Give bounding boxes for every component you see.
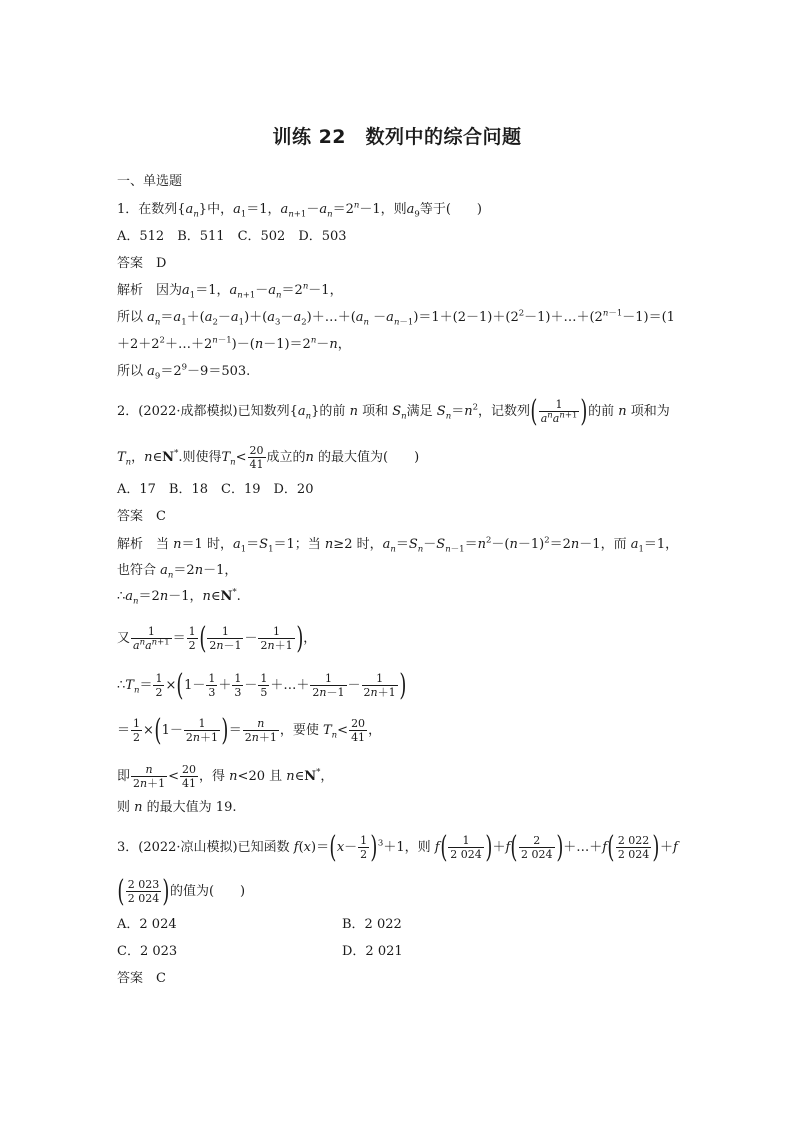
question-2-solution: 解析 当 n＝1 时，$a_1=S_1=1$；当 n≥2 时，$a_n=S_n-S_{n-1}=n^2-(n-1)^2=2n-1$，而 $a_1=1$， <box>117 535 679 555</box>
question-3-stem: ( $\frac{2 023}{2 024}$ )的值为( ) <box>117 873 246 909</box>
question-1-solution: $+2+2^2+\dots+2^{n-1})-(n-1)=2^n-n$， <box>117 335 351 352</box>
question-3-stem: 3．(2022·凉山模拟)已知函数 f(x)＝(x－ $\frac{1}{2}$ )$^3$＋1，则 f( $\frac{1}{2 024}$ )＋f( $\frac{2}{2 024}$ )＋…＋f( $\frac{2 022}{2 024}$ )＋f <box>117 829 678 865</box>
question-2-solution: 又 $\frac{1}{a^na^{n+1}}$ ＝ $\frac{1}{2}$ ( $\frac{1}{2n-1}$ － $\frac{1}{2n+1}$ )， <box>117 620 317 656</box>
question-3-option-a: A．2 024 <box>117 917 177 932</box>
question-3-option-c: C．2 023 <box>117 944 178 959</box>
question-2-stem: $T_n$，n∈N*.则使得$T_n<$ $\frac{20}{41}$ 成立的n 的最大值为( ) <box>117 444 420 471</box>
question-2-solution: 即 $\frac{n}{2n+1}$ < $\frac{20}{41}$ ，得 n<20 且 n∈N*， <box>117 763 334 790</box>
question-1-solution: 所以 $a_9=2^9-9=503$. <box>117 362 251 382</box>
question-2-stem: 2．(2022·成都模拟)已知数列$\{a_n\}$的前 n 项和 $S_n$满足 $S_n=n^2$，记数列( $\frac{1}{a^na^{n+1}}$ )的前 n 项和为 <box>117 393 670 429</box>
question-2-solution: $\therefore T_n=$ $\frac{1}{2}$ ×(1－ $\frac{1}{3}$ ＋ $\frac{1}{3}$ － $\frac{1}{5}$ ＋…＋ $\frac{1}{2n-1}$ － $\frac{1}{2n+1}$ ) <box>117 667 406 703</box>
question-2-solution: 则 n 的最大值为 19. <box>117 800 237 815</box>
question-2-answer: 答案 C <box>117 509 166 524</box>
question-3-option-d: D．2 021 <box>342 944 403 959</box>
question-1-options: A．512 B．511 C．502 D．503 <box>117 229 347 244</box>
question-1-solution: 所以 $a_n=a_1+(a_2-a_1)+(a_3-a_2)+\dots+(a_n$ $-a_{n-1})=1+(2-1)+(2^2-1)+\dots+(2^{n-1}-1)=(1$ <box>117 308 675 328</box>
question-1-answer: 答案 D <box>117 256 167 271</box>
question-2-solution: $\therefore a_n=2n-1$，n∈N*. <box>117 587 241 607</box>
section-heading: 一、单选题 <box>117 174 183 189</box>
question-1-stem: 1．在数列$\{a_n\}$中，$a_1=1$，$a_{n+1}-a_n=2^n-1$，则$a_9$等于( ) <box>117 200 482 220</box>
question-2-solution: ＝ $\frac{1}{2}$ ×(1－ $\frac{1}{2n+1}$ )＝ $\frac{n}{2n+1}$ ，要使 $T_n<$ $\frac{20}{41}$ ， <box>117 712 382 748</box>
question-2-options: A．17 B．18 C．19 D．20 <box>117 482 314 497</box>
question-1-solution: 解析 因为$a_1=1$，$a_{n+1}-a_n=2^n-1$， <box>117 281 343 301</box>
question-3-option-b: B．2 022 <box>342 917 402 932</box>
question-2-solution: 也符合 $a_n=2n-1$， <box>117 563 238 581</box>
page-title: 训练 22 数列中的综合问题 <box>272 126 522 148</box>
question-3-answer: 答案 C <box>117 971 166 986</box>
